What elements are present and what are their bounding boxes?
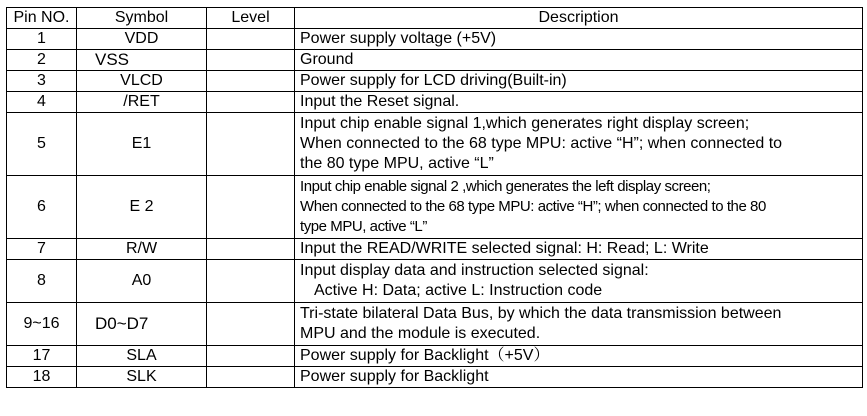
pin-symbol: SLK: [77, 367, 207, 388]
pin-description: [295, 260, 863, 303]
description-line: Active H: Data; active L: Instruction code: [314, 282, 603, 299]
pin-symbol: E 2: [77, 176, 207, 239]
pin-description: [295, 176, 863, 239]
description-line: Power supply voltage (+5V): [300, 30, 497, 47]
description-line: Input chip enable signal 2 ,which generates the left display screen;: [300, 178, 711, 195]
pin-number: 8: [7, 260, 77, 303]
pin-description: [295, 367, 863, 388]
pin-description: [295, 50, 863, 71]
pin-number: 17: [7, 346, 77, 367]
table-row: [7, 92, 863, 113]
table-header-row: [7, 8, 863, 29]
description-line: type MPU, active “L”: [300, 218, 427, 235]
description-line: Ground: [300, 51, 354, 68]
table-row: [7, 303, 863, 346]
pin-description-table: [6, 7, 863, 388]
header-description: Description: [295, 8, 863, 29]
pin-level: [207, 239, 295, 260]
pin-number: 3: [7, 71, 77, 92]
pin-level: [207, 92, 295, 113]
pin-number: 18: [7, 367, 77, 388]
pin-number: 6: [7, 176, 77, 239]
description-line: Power supply for Backlight: [300, 368, 489, 385]
table-row: [7, 346, 863, 367]
header-symbol: Symbol: [77, 8, 207, 29]
pin-description: [295, 113, 863, 176]
pin-symbol: A0: [77, 260, 207, 303]
description-line: Input the Reset signal.: [300, 93, 460, 110]
description-line: the 80 type MPU, active “L”: [300, 155, 494, 172]
pin-level: [207, 303, 295, 346]
pin-level: [207, 71, 295, 92]
pin-level: [207, 176, 295, 239]
description-line: Input the READ/WRITE selected signal: H: Read; L: Write: [300, 240, 709, 257]
pin-description: [295, 303, 863, 346]
pin-symbol: E1: [77, 113, 207, 176]
table-row: [7, 239, 863, 260]
header-level: Level: [207, 8, 295, 29]
pin-level: [207, 260, 295, 303]
pin-symbol: VLCD: [77, 71, 207, 92]
pin-level: [207, 113, 295, 176]
pin-symbol: D0~D7: [77, 303, 207, 346]
description-line: Tri-state bilateral Data Bus, by which the data transmission between: [300, 305, 782, 322]
pin-description: [295, 71, 863, 92]
pin-number: 7: [7, 239, 77, 260]
pin-level: [207, 367, 295, 388]
pin-level: [207, 29, 295, 50]
pin-description: [295, 239, 863, 260]
pin-level: [207, 346, 295, 367]
table-row: [7, 367, 863, 388]
pin-number: 5: [7, 113, 77, 176]
pin-description: [295, 92, 863, 113]
pin-number: 1: [7, 29, 77, 50]
pin-description: [295, 29, 863, 50]
pin-symbol: VDD: [77, 29, 207, 50]
pin-symbol: /RET: [77, 92, 207, 113]
pin-number: 9~16: [7, 303, 77, 346]
description-line: Input display data and instruction selected signal:: [300, 262, 649, 279]
pin-number: 2: [7, 50, 77, 71]
table-row: [7, 113, 863, 176]
description-line: Power supply for Backlight（+5V）: [300, 347, 550, 364]
table-row: [7, 50, 863, 71]
description-line: MPU and the module is executed.: [300, 325, 541, 342]
table-row: [7, 260, 863, 303]
table-row: [7, 29, 863, 50]
table-row: [7, 71, 863, 92]
pin-number: 4: [7, 92, 77, 113]
pin-symbol: SLA: [77, 346, 207, 367]
header-pin-no: Pin NO.: [7, 8, 77, 29]
description-line: When connected to the 68 type MPU: active “H”; when connected to: [300, 135, 783, 152]
description-line: When connected to the 68 type MPU: active “H”; when connected to the 80: [300, 198, 766, 215]
pin-description: [295, 346, 863, 367]
description-line: Power supply for LCD driving(Built-in): [300, 72, 567, 89]
pin-symbol: R/W: [77, 239, 207, 260]
pin-symbol: VSS: [77, 50, 207, 71]
description-line: Input chip enable signal 1,which generates right display screen;: [300, 115, 750, 132]
pin-level: [207, 50, 295, 71]
table-row: [7, 176, 863, 239]
